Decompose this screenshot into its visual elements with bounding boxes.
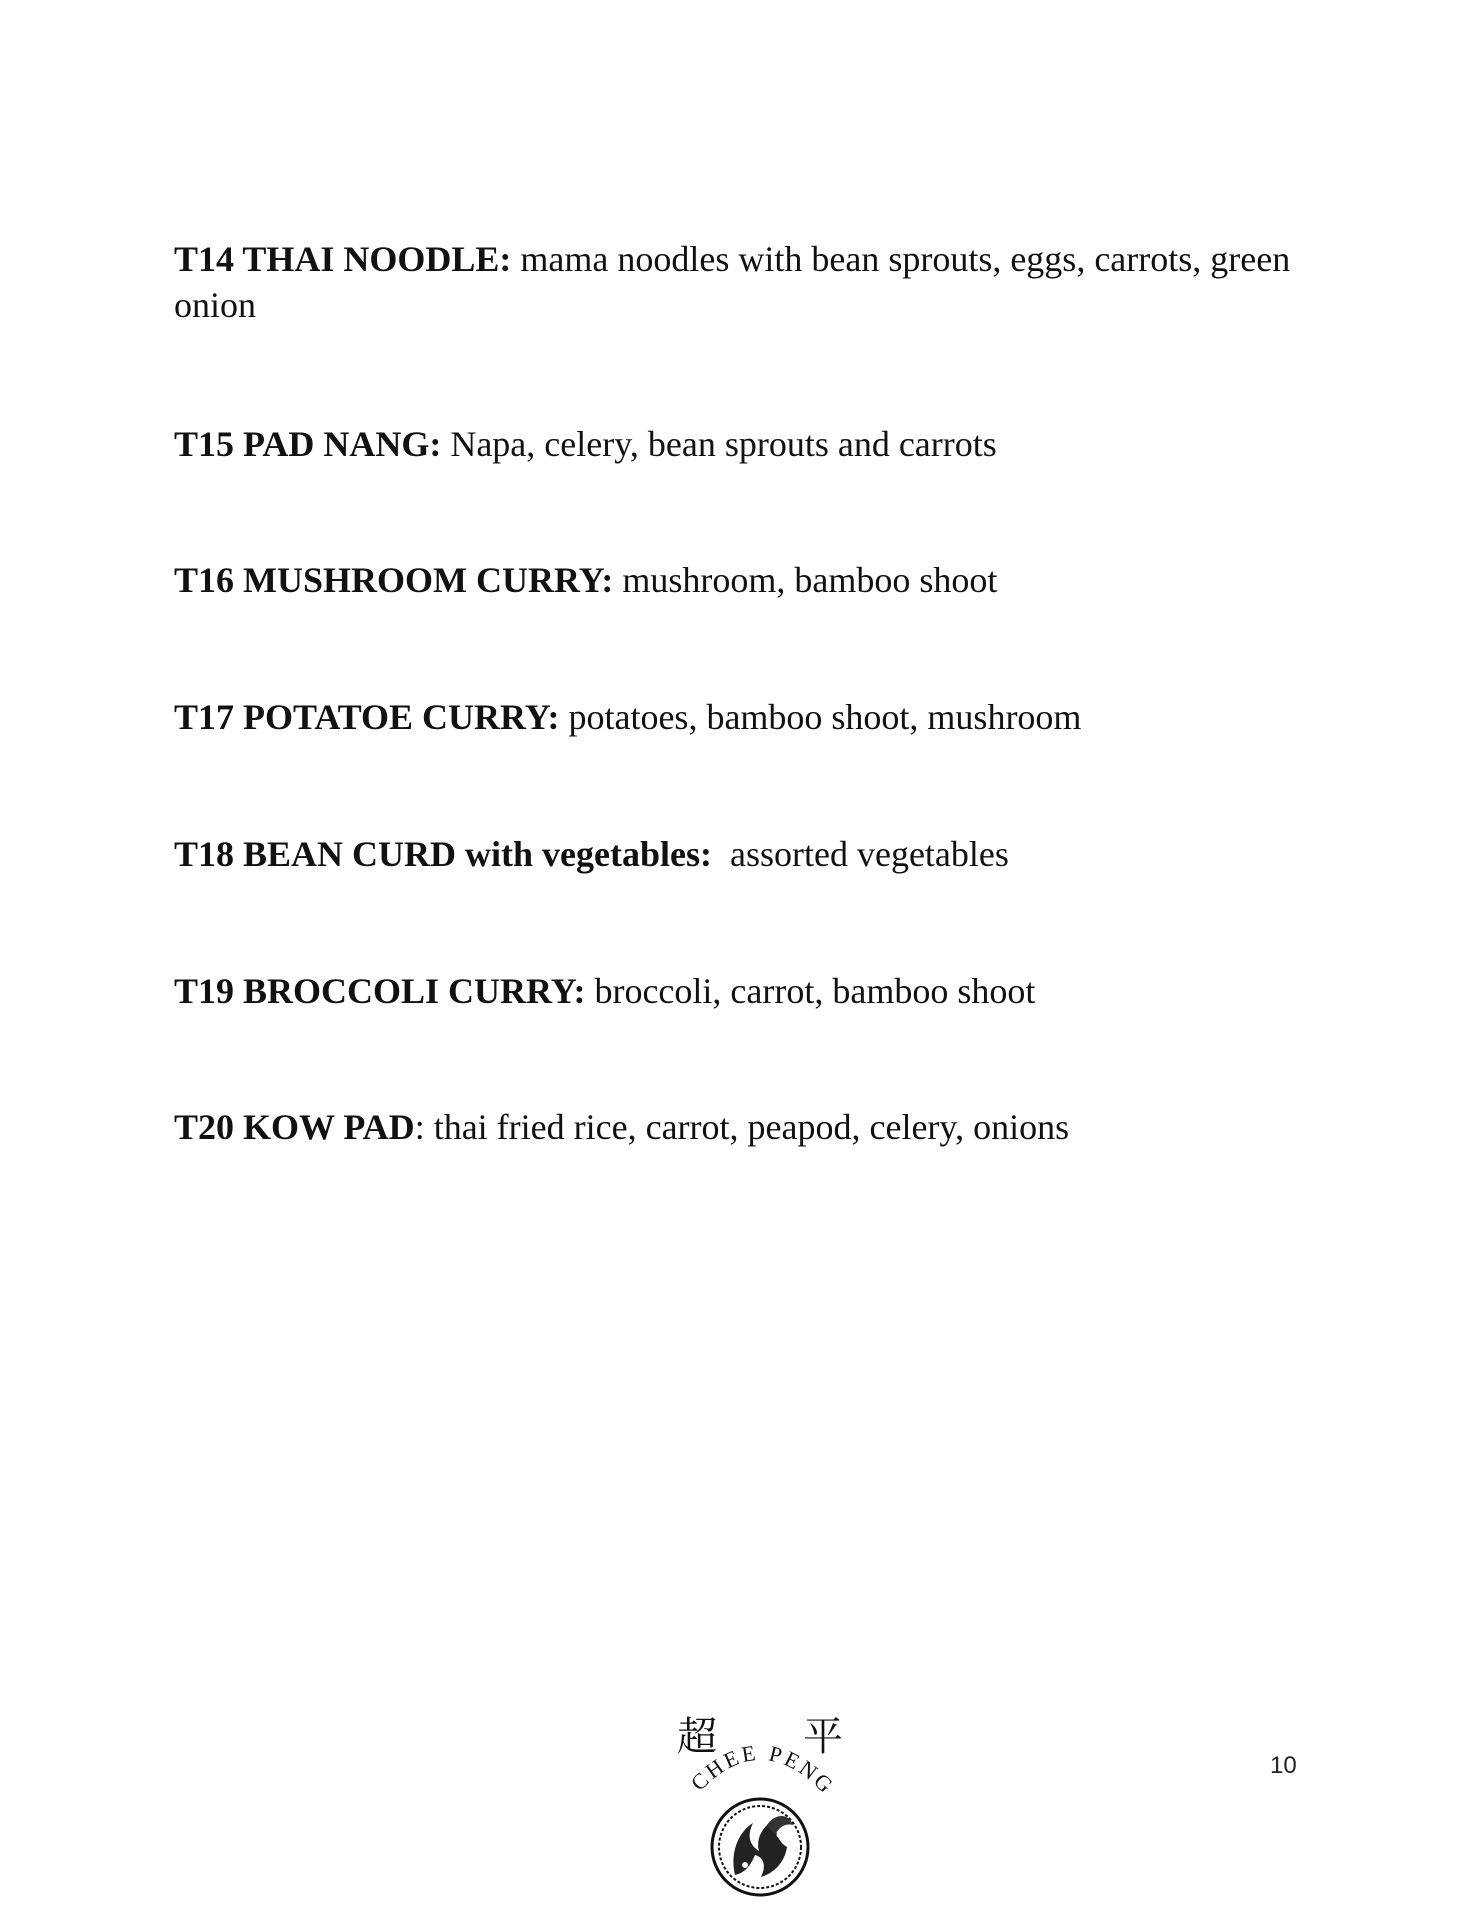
menu-item-name: T19 BROCCOLI CURRY bbox=[174, 971, 574, 1011]
menu-item-name: T16 MUSHROOM CURRY bbox=[174, 560, 602, 600]
menu-item-description: assorted vegetables bbox=[712, 834, 1009, 874]
menu-item-separator: : bbox=[573, 971, 586, 1011]
menu-item-separator: : bbox=[429, 424, 442, 464]
menu-item-description: potatoes, bamboo shoot, mushroom bbox=[559, 697, 1082, 737]
menu-item bbox=[174, 694, 1324, 740]
menu-item-description: thai fried rice, carrot, peapod, celery, onions bbox=[424, 1107, 1070, 1147]
menu-item-name: T17 POTATOE CURRY bbox=[174, 697, 548, 737]
page-number: 10 bbox=[1270, 1752, 1297, 1779]
logo-arc-text: CHEE PENG bbox=[685, 1739, 841, 1800]
menu-item-separator: : bbox=[601, 560, 614, 600]
menu-item-name: T14 THAI NOODLE bbox=[174, 239, 500, 279]
menu-item bbox=[174, 557, 1324, 603]
menu-item-separator: : bbox=[499, 239, 512, 279]
menu-item-name: T20 KOW PAD bbox=[174, 1107, 415, 1147]
menu-item bbox=[174, 421, 1324, 467]
chee-peng-logo bbox=[675, 1705, 850, 1905]
logo-chinese-left: 超 bbox=[677, 1714, 717, 1760]
menu-item-description: mushroom, bamboo shoot bbox=[613, 560, 998, 600]
logo-chinese-right: 平 bbox=[803, 1714, 843, 1760]
menu-item-description: broccoli, carrot, bamboo shoot bbox=[585, 971, 1036, 1011]
menu-item bbox=[174, 236, 1324, 328]
menu-item bbox=[174, 968, 1324, 1014]
menu-item-name: T18 BEAN CURD with vegetables bbox=[174, 834, 700, 874]
menu-item-separator: : bbox=[547, 697, 560, 737]
menu-item-description: Napa, celery, bean sprouts and carrots bbox=[441, 424, 997, 464]
menu-item-separator: : bbox=[700, 834, 712, 874]
menu-item-description: mama noodles with bean sprouts, eggs, carrots, green onion bbox=[174, 239, 1291, 325]
menu-item bbox=[174, 831, 1324, 877]
menu-item-separator: : bbox=[414, 1107, 425, 1147]
menu-item-name: T15 PAD NANG bbox=[174, 424, 430, 464]
menu-item bbox=[174, 1104, 1324, 1150]
